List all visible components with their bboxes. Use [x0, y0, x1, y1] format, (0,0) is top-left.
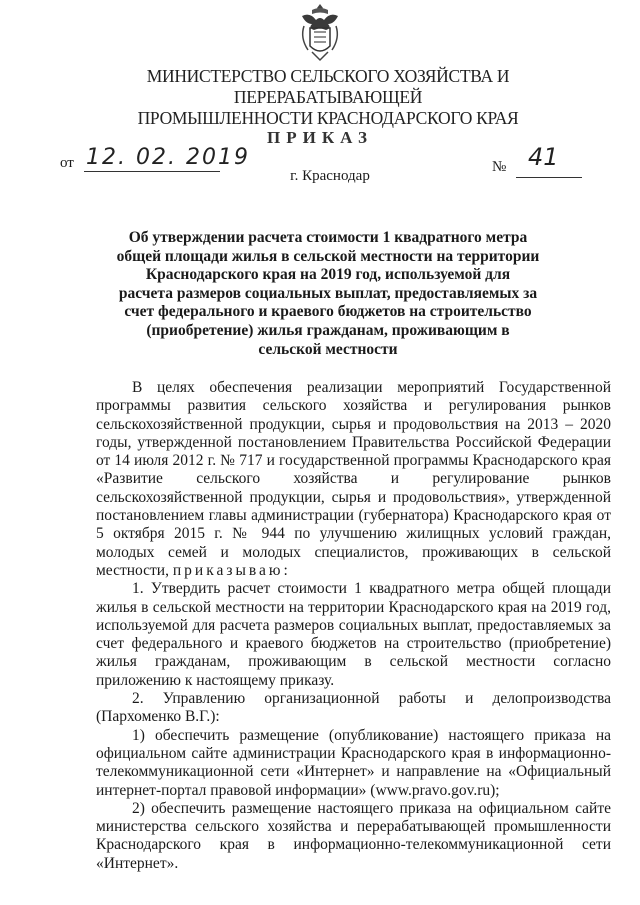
city: г. Краснодар — [290, 168, 370, 184]
preamble-text: В целях обеспечения реализации мероприятий Государственной программы развития сельского хозяйства и регулирования рынков сельскохозяйственной продукции, сырья и продовольствия на 2013 – 2020 годы, утвержденной постановлением Правительства Российской Федерации от 14 июля 2012 г. № 717 и государственной программы Краснодарского края «Развитие сельского хозяйства и регулирование рынков сельскохозяйственной продукции, сырья и продовольствия», утвержденной постановлением главы администрации (губернатора) Краснодарского края от 5 октября 2015 г. № 944 по улучшению жилищных условий граждан, молодых семей и молодых специалистов, проживающих в сельской местности, — [96, 379, 611, 579]
preamble-paragraph — [96, 379, 611, 580]
subject-line: (приобретение) жилья гражданам, проживающим в — [146, 321, 510, 339]
number-prefix: № — [492, 159, 507, 175]
subject-line: сельской местности — [258, 340, 398, 358]
item-1-paragraph: 1. Утвердить расчет стоимости 1 квадратного метра общей площади жилья в сельской местности на территории Краснодарского края на 2019 год, используемой для расчета размеров социальных выплат, предоставляемых за счет федерального и краевого бюджетов на строительство (приобретение) жилья гражданам, проживающим в сельской местности согласно приложению к настоящему приказу. — [96, 580, 611, 689]
subject-line: счет федерального и краевого бюджетов на строительство — [124, 303, 532, 321]
ministry-heading — [60, 66, 596, 129]
order-body — [96, 379, 611, 873]
order-number: 41 — [528, 143, 559, 171]
order-word: приказываю: — [172, 561, 291, 579]
ministry-line-1: МИНИСТЕРСТВО СЕЛЬСКОГО ХОЗЯЙСТВА И ПЕРЕРАБАТЫВАЮЩЕЙ — [146, 66, 510, 107]
ministry-line-2: ПРОМЫШЛЕННОСТИ КРАСНОДАРСКОГО КРАЯ — [137, 108, 519, 128]
order-date: 12. 02. 2019 — [86, 145, 250, 170]
coat-of-arms-emblem — [298, 2, 342, 62]
subject-line: Краснодарского края на 2019 год, используемой для — [145, 266, 511, 284]
date-prefix: от — [60, 155, 74, 171]
subject-line: общей площади жилья в сельской местности на территории — [116, 247, 540, 265]
subject-line: Об утверждении расчета стоимости 1 квадратного метра — [128, 229, 528, 246]
subject-line: расчета размеров социальных выплат, предоставляемых за — [118, 284, 538, 302]
item-2-1-paragraph: 1) обеспечить размещение (опубликование) настоящего приказа на официальном сайте администрации Краснодарского края в информационно-телекоммуникационной сети «Интернет» и направление на «Официальный интернет-портал правовой информации» (www.pravo.gov.ru); — [96, 726, 611, 799]
item-2-paragraph: 2. Управлению организационной работы и делопроизводства (Пархоменко В.Г.): — [96, 690, 611, 726]
item-2-2-paragraph: 2) обеспечить размещение настоящего приказа на официальном сайте министерства сельского хозяйства и перерабатывающей промышленности Краснодарского края в информационно-телекоммуникационной сети «Интернет». — [96, 799, 611, 872]
order-title: ПРИКАЗ — [267, 128, 373, 147]
order-subject — [116, 229, 540, 359]
